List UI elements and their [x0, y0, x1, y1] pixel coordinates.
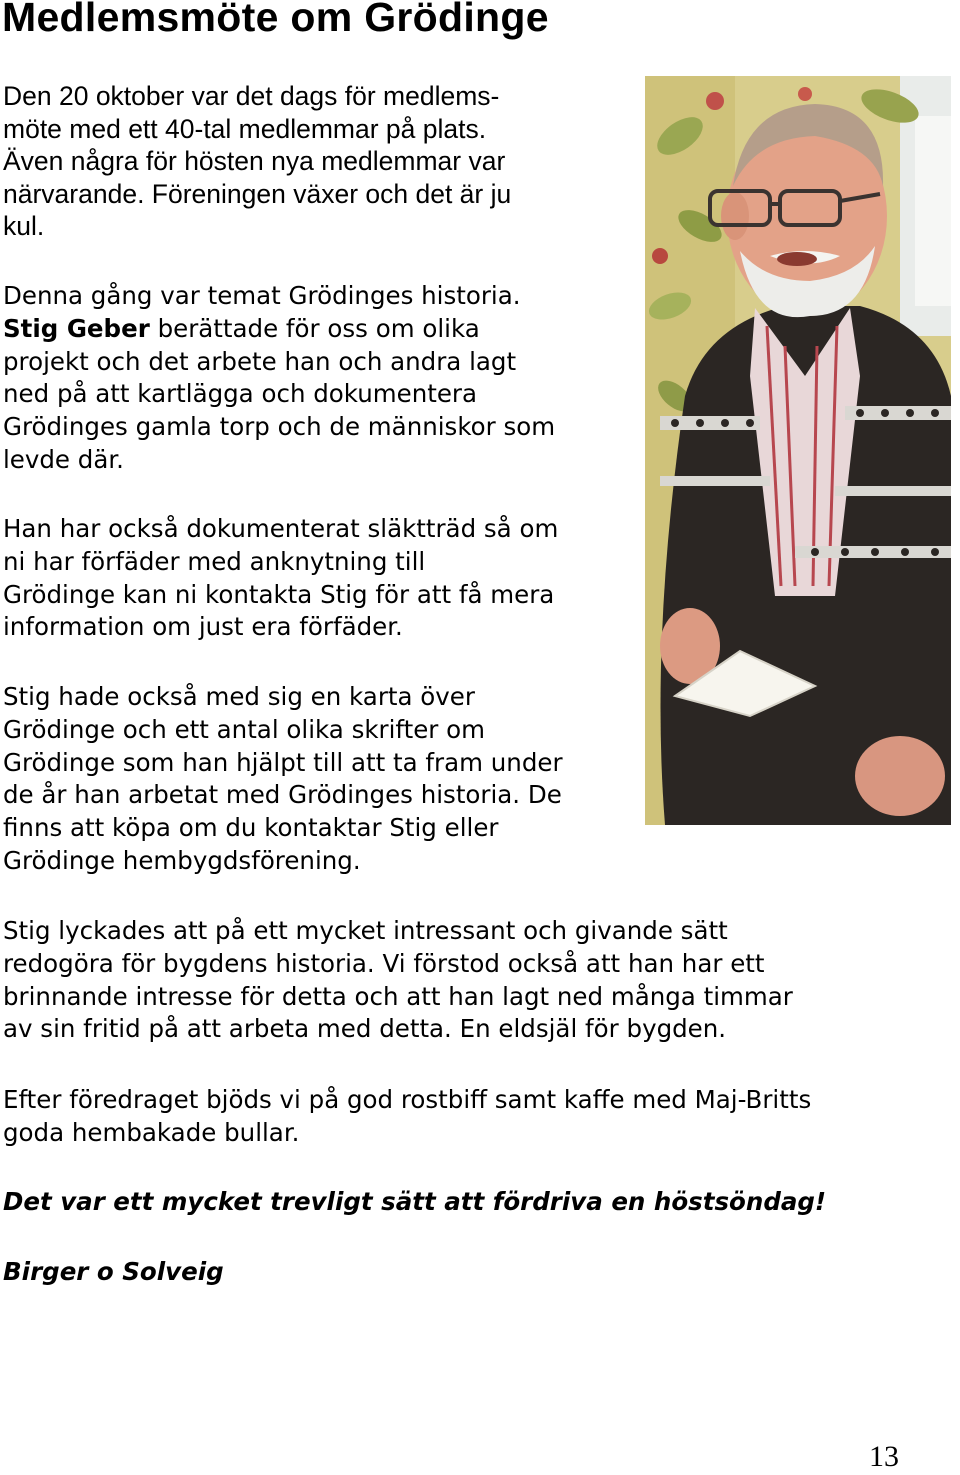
family-tree-line: ni har förfäder med anknytning till	[3, 546, 426, 576]
speaker-photo	[645, 76, 951, 825]
map-line: Grödinge hembygdsförening.	[3, 845, 361, 875]
page-number: 13	[869, 1440, 899, 1473]
food-paragraph	[3, 1084, 811, 1150]
theme-line: Denna gång var temat Grödinges historia.	[3, 281, 521, 310]
praise-line: brinnande intresse för detta och att han lagt ned många timmar	[3, 981, 793, 1011]
praise-paragraph	[3, 915, 793, 1046]
intro-line: möte med ett 40-tal medlemmar på plats.	[3, 113, 487, 144]
closing-line: Det var ett mycket trevligt sätt att fördriva en höstsöndag!	[3, 1187, 827, 1216]
praise-line: av sin fritid på att arbeta med detta. En eldsjäl för bygden.	[3, 1014, 727, 1044]
intro-line: Den 20 oktober var det dags för medlems-	[3, 81, 500, 111]
family-tree-line: Han har också dokumenterat släktträd så om	[3, 514, 559, 543]
speaker-photo-illustration	[645, 76, 951, 825]
theme-paragraph	[3, 280, 555, 477]
intro-line: närvarande. Föreningen växer och det är ju	[3, 178, 512, 209]
intro-line: Även några för hösten nya medlemmar var	[3, 146, 506, 176]
map-line: Stig hade också med sig en karta över	[3, 682, 475, 711]
map-line: finns att köpa om du kontaktar Stig eller	[3, 813, 499, 843]
food-line: Efter föredraget bjöds vi på god rostbiff samt kaffe med Maj-Britts	[3, 1085, 812, 1114]
theme-line-rest: berättade för oss om olika	[149, 313, 480, 343]
theme-line: Grödinges gamla torp och de människor som	[3, 412, 556, 442]
intro-paragraph	[3, 80, 603, 243]
map-paragraph	[3, 681, 563, 878]
family-tree-line: information om just era förfäder.	[3, 612, 403, 642]
theme-line: levde där.	[3, 444, 124, 474]
article-title: Medlemsmöte om Grödinge	[2, 0, 549, 40]
map-line: Grödinge och ett antal olika skrifter om	[3, 714, 485, 744]
family-tree-line: Grödinge kan ni kontakta Stig för att få mera	[3, 579, 555, 609]
map-line: Grödinge som han hjälpt till att ta fram under	[3, 747, 563, 777]
signature	[3, 1256, 224, 1289]
theme-line	[3, 313, 555, 346]
map-line: de år han arbetat med Grödinges historia. De	[3, 780, 562, 810]
family-tree-paragraph	[3, 513, 558, 644]
praise-line: Stig lyckades att på ett mycket intressant och givande sätt	[3, 916, 728, 945]
intro-line: kul.	[3, 211, 45, 241]
signature-line: Birger o Solveig	[3, 1257, 224, 1286]
food-line: goda hembakade bullar.	[3, 1117, 300, 1147]
praise-line: redogöra för bygdens historia. Vi förstod också att han har ett	[3, 948, 765, 978]
speaker-name: Stig Geber	[3, 313, 150, 343]
closing-sentence	[3, 1186, 826, 1219]
theme-line: projekt och det arbete han och andra lagt	[3, 346, 517, 376]
theme-line: ned på att kartlägga och dokumentera	[3, 379, 477, 409]
